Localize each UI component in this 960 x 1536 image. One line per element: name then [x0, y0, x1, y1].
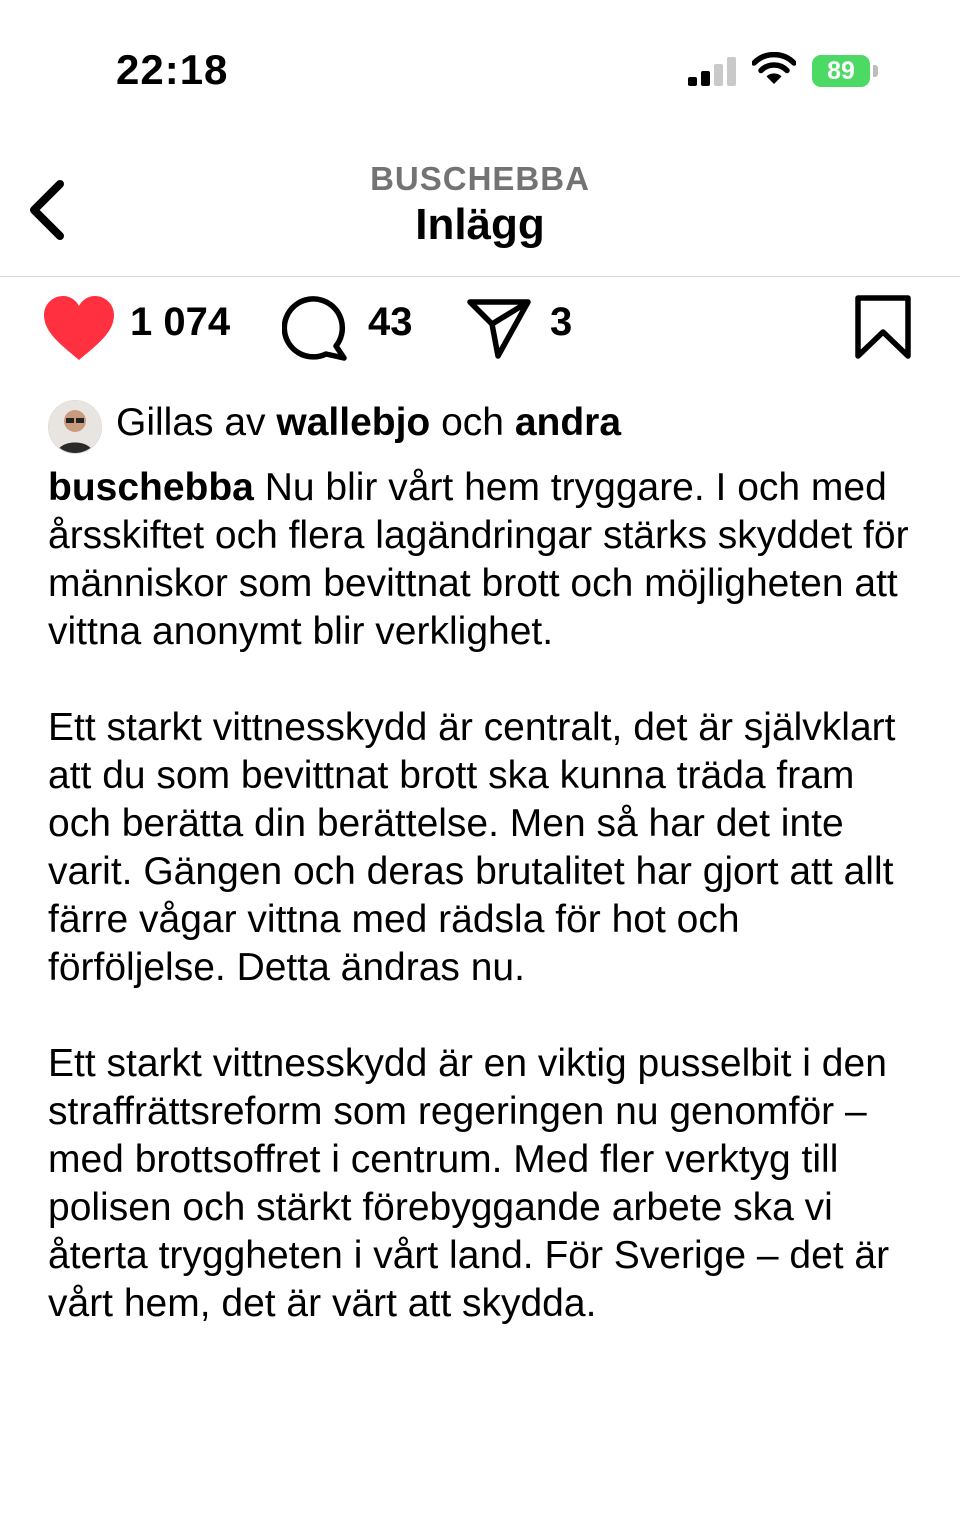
liked-by-joiner: och	[441, 401, 504, 444]
wifi-icon	[752, 52, 796, 86]
liked-by-row[interactable]	[48, 400, 928, 446]
avatar[interactable]	[48, 400, 102, 454]
post-action-bar	[0, 290, 960, 366]
caption-paragraph: Ett starkt vittnesskydd är centralt, det är självklart att du som bevittnat brott ska kunna träda fram och berätta din berättelse. Men så har det inte varit. Gängen och deras brutalitet har gjort att allt färre vågar vittna med rädsla för hot och förföljelse. Detta ändras nu.	[48, 706, 896, 989]
liked-by-text	[116, 400, 621, 446]
share-count: 3	[550, 300, 573, 344]
liked-by-others-link[interactable]: andra	[514, 401, 622, 444]
caption-paragraph	[48, 464, 918, 656]
comment-bubble-icon	[282, 294, 348, 362]
heart-icon	[42, 294, 116, 364]
comment-button[interactable]	[282, 290, 348, 366]
battery-icon	[812, 55, 870, 87]
navigation-bar	[0, 140, 960, 277]
battery-level: 89	[827, 57, 855, 85]
header-username: BUSCHEBBA	[370, 160, 590, 197]
page-title: Inlägg	[415, 200, 545, 249]
share-button[interactable]	[466, 290, 532, 366]
liked-by-prefix: Gillas av	[116, 401, 266, 444]
comment-count: 43	[368, 300, 413, 344]
status-time: 22:18	[116, 46, 229, 93]
user-avatar-icon	[49, 401, 101, 453]
caption-text: Nu blir vårt hem tryggare. I och med årsskiftet och flera lagändringar stärks skyddet för människor som bevittnat brott och möjligheten att vittna anonymt blir verklighet.	[48, 466, 909, 653]
like-count: 1 074	[130, 300, 231, 344]
status-bar	[0, 0, 960, 140]
battery-tip	[873, 65, 878, 77]
cellular-signal-icon	[688, 56, 740, 86]
paper-plane-icon	[466, 294, 532, 362]
bookmark-icon	[852, 294, 914, 364]
save-button[interactable]	[852, 290, 914, 366]
caption-paragraph: Ett starkt vittnesskydd är en viktig pusselbit i den straffrättsreform som regeringen nu genomför – med brottsoffret i centrum. Med fler verktyg till polisen och stärkt förebyggande arbete ska vi återta tryggheten i vårt land. För Sverige – det är vårt hem, det är värt att skydda.	[48, 1042, 890, 1325]
liked-by-user-link[interactable]: wallebjo	[276, 401, 431, 444]
post-caption	[48, 464, 918, 1376]
caption-author-link[interactable]: buschebba	[48, 466, 254, 509]
like-button[interactable]	[42, 290, 116, 366]
